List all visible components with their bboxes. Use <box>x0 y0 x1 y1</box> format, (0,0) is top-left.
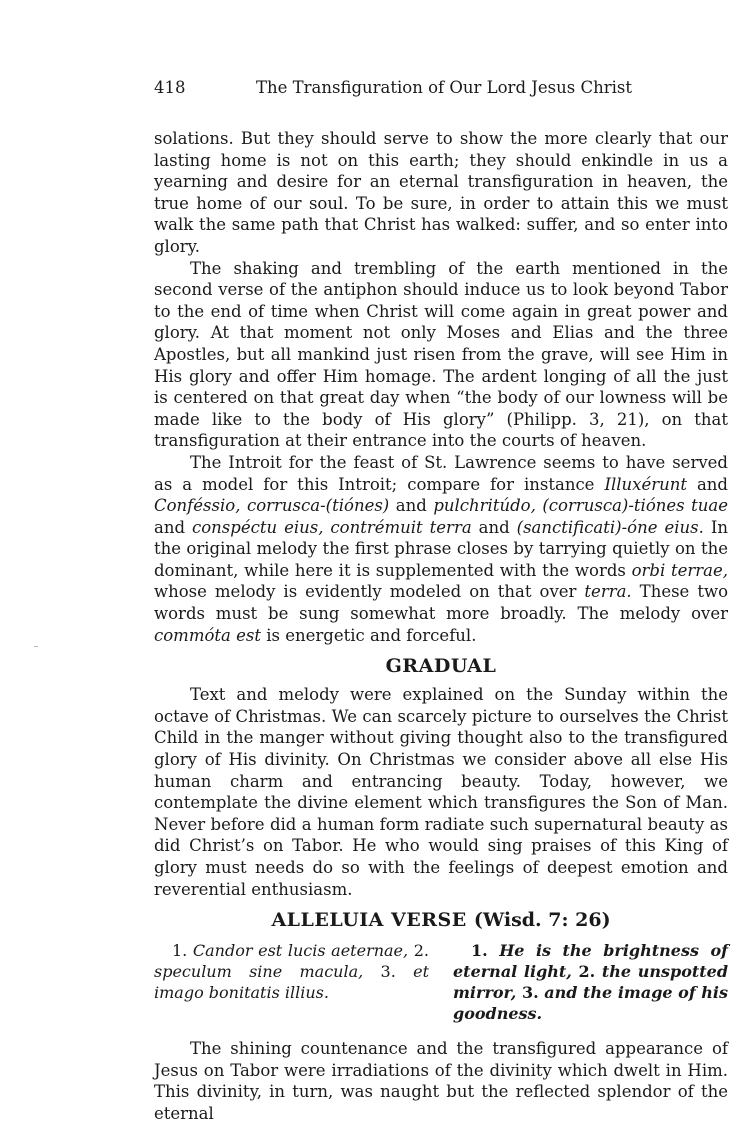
paragraph-continuation: solations. But they should serve to show the more clearly that our lasting home is not on this earth; they should enkindle in us a yearning and desire for an eternal transfiguration in heaven, the true home of our soul. To be sure, in order to attain this we must walk the same path that Christ has walked: suffer, and so enter into glory. <box>154 129 728 256</box>
text-run: and <box>686 474 728 494</box>
running-title: The Transfiguration of Our Lord Jesus Christ <box>256 78 632 97</box>
text-run: and <box>389 496 434 516</box>
margin-speck <box>34 646 38 647</box>
latin-verse <box>154 940 429 1024</box>
latin-term: conspéctu eius, contrémuit terra <box>192 517 472 537</box>
verse-text: speculum sine macula, <box>154 962 364 982</box>
alleluia-heading <box>154 908 728 932</box>
text-run: These two words must be sung somewhat more broadly. The melody over <box>154 582 729 624</box>
verse-number: 3. <box>516 983 545 1003</box>
verse-number: 3. <box>363 962 414 982</box>
text-run: is energetic and forceful. <box>260 625 477 645</box>
text-run: and <box>154 517 192 537</box>
paragraph-gradual: Text and melody were explained on the Sunday within the octave of Christmas. We can scarcely picture to ourselves the Christ Child in the manger without giving thought also to the transfigured glory of His divinity. On Christmas we consider above all else His human charm and entrancing beauty. Today, however, we contemplate the divine element which transfigures the Son of Man. Never before did a human form radiate such supernatural beauty as did Christ’s on Tabor. He who would sing praises of this King of glory must needs do so with the feelings of deepest emotion and reverential enthusiasm. <box>154 685 728 899</box>
verse-text: He is the brightness of eternal light, <box>453 941 728 982</box>
alleluia-verse-columns <box>154 940 728 1024</box>
page-number: 418 <box>154 78 186 97</box>
latin-term: commóta est <box>154 625 261 645</box>
verse-text: and the image of his goodness. <box>453 983 728 1024</box>
latin-term: (sanctificati)-óne eius. <box>516 517 704 537</box>
text-run: and <box>471 517 517 537</box>
paragraph-alleluia: The shining countenance and the transfigured appearance of Jesus on Tabor were irradiations of the divinity which dwelt in Him. This divinity, in turn, was naught but the reflected splendor of the eternal <box>154 1039 728 1123</box>
verse-number: 2. <box>571 962 602 982</box>
gradual-heading: GRADUAL <box>385 655 497 678</box>
running-head <box>154 76 728 100</box>
verse-number: 1. <box>172 941 193 961</box>
latin-term: pulchritúdo, (corrusca)-tiónes tuae <box>433 496 728 516</box>
alleluia-reference: (Wisd. 7: 26) <box>473 909 611 932</box>
verse-text: et imago bonitatis illius. <box>154 962 429 1003</box>
latin-term: orbi terrae, <box>631 560 728 580</box>
verse-text: the unspotted mirror, <box>453 962 729 1003</box>
body-text <box>154 128 728 1125</box>
book-page <box>154 76 728 1125</box>
paragraph-introit-model <box>154 452 728 646</box>
alleluia-title: ALLELUIA VERSE <box>271 909 467 932</box>
latin-term: Conféssio, corrusca-(tiónes) <box>154 496 390 516</box>
latin-term: Illuxérunt <box>604 474 687 494</box>
text-run: The Introit for the feast of St. Lawrence seems to have served as a model for this Introit; compare for instance <box>154 452 728 494</box>
verse-text: Candor est lucis aeternae, <box>192 941 409 961</box>
paragraph-earth-trembling: The shaking and trembling of the earth mentioned in the second verse of the antiphon should induce us to look beyond Tabor to the end of time when Christ will come again in great power and glory. At that moment not only Moses and Elias and the three Apostles, but all mankind just risen from the grave, will see Him in His glory and offer Him homage. The ardent longing of all the just is centered on that great day when “the body of our lowness will be made like to the body of His glory” (Philipp. 3, 21), on that transfiguration at their entrance into the courts of heaven. <box>154 258 728 451</box>
text-run: whose melody is evidently modeled on that over <box>154 582 585 602</box>
text-run: In the original melody the first phrase closes by tarrying quietly on the dominant, while here it is supplemented with the words <box>154 517 728 580</box>
verse-number: 2. <box>408 941 430 961</box>
latin-term: terra. <box>584 582 632 602</box>
verse-number: 1. <box>471 941 500 961</box>
english-verse <box>453 940 728 1024</box>
